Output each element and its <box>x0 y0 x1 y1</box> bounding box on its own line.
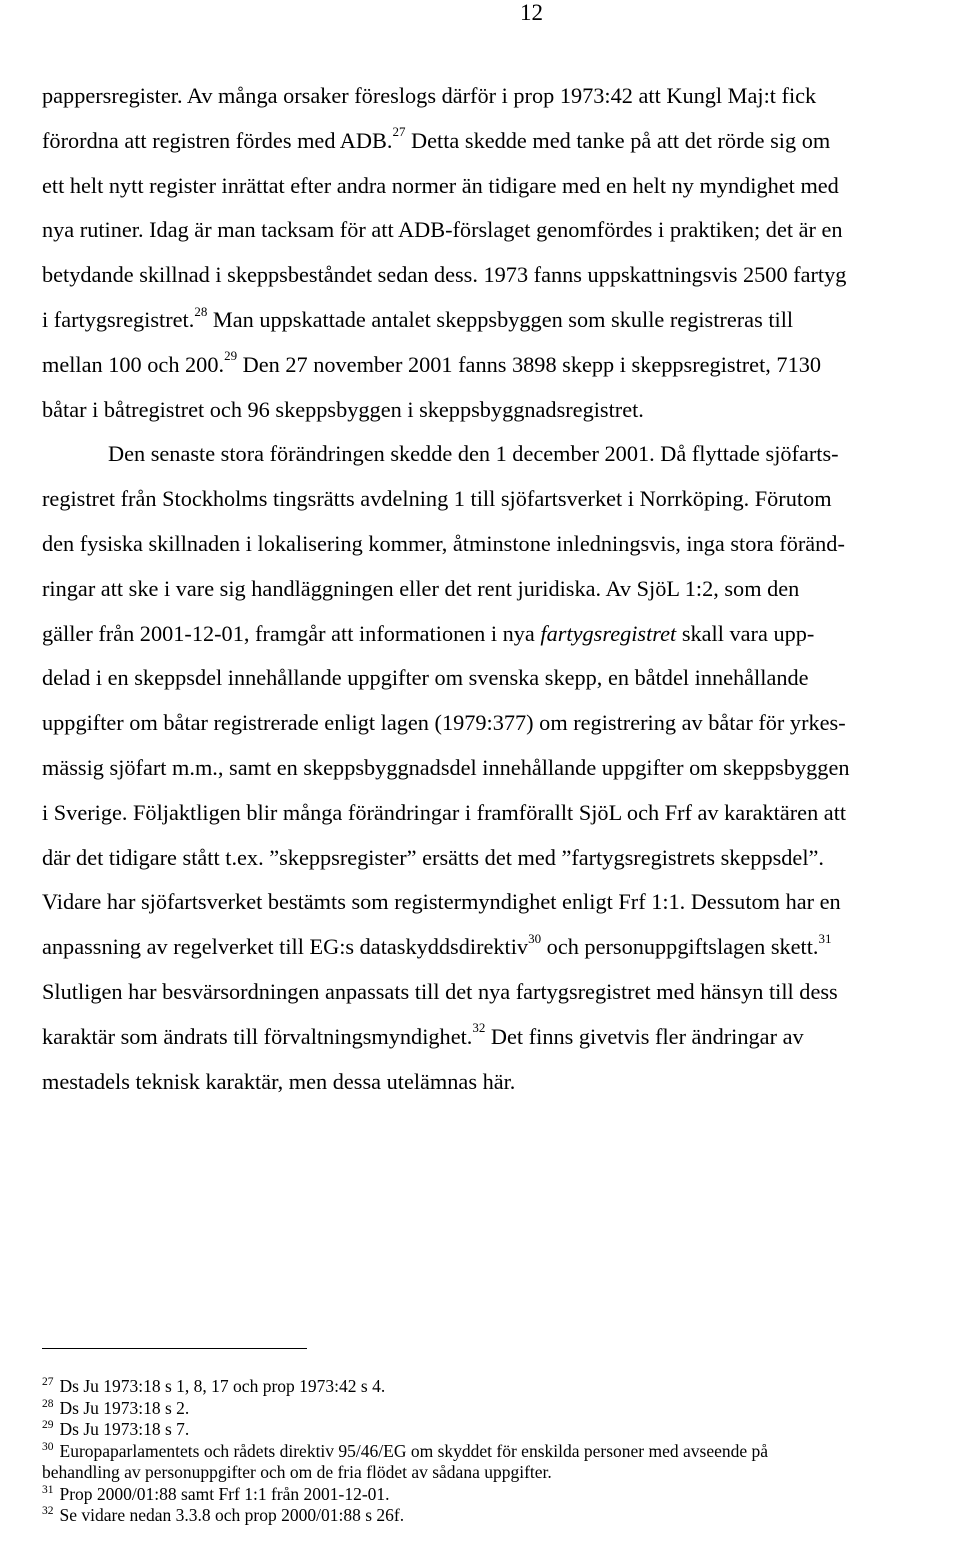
paragraph-1-line-2 <box>42 119 957 164</box>
paragraph-1-line-7 <box>42 343 957 388</box>
footnote-separator <box>42 1348 307 1349</box>
footnote-number: 27 <box>42 1376 54 1389</box>
text-span: skall vara upp- <box>676 620 815 646</box>
page-number: 12 <box>520 0 543 25</box>
body-text <box>42 74 957 1104</box>
footnote-ref-29: 29 <box>224 348 238 364</box>
footnote-ref-28: 28 <box>194 303 208 319</box>
footnote-29 <box>42 1419 942 1441</box>
footnote-ref-30: 30 <box>528 930 542 946</box>
footnote-number: 28 <box>42 1397 54 1410</box>
text-span: Detta skedde med tanke på att det rörde sig om <box>405 127 831 153</box>
text-span: gäller från 2001-12-01, framgår att informationen i nya <box>42 620 541 646</box>
paragraph-2-line-11: Vidare har sjöfartsverket bestämts som registermyndighet enligt Frf 1:1. Dessutom har en <box>42 889 841 915</box>
paragraph-2-line-15: mestadels teknisk karaktär, men dessa utelämnas här. <box>42 1068 516 1094</box>
text-span: Man uppskattade antalet skeppsbyggen som skulle registreras till <box>207 306 794 332</box>
footnote-30 <box>42 1441 942 1463</box>
italic-term: fartygsregistret <box>540 620 677 646</box>
text-span: förordna att registren fördes med ADB. <box>42 127 393 153</box>
footnote-text: Se vidare nedan 3.3.8 och prop 2000/01:88 s 26f. <box>59 1505 405 1525</box>
footnote-ref-32: 32 <box>472 1020 486 1036</box>
footnote-number: 30 <box>42 1440 54 1453</box>
footnote-28 <box>42 1398 942 1420</box>
text-span: och personuppgiftslagen skett. <box>541 934 819 960</box>
paragraph-2-line-13: Slutligen har besvärsordningen anpassats till det nya fartygsregistret med hänsyn till dess <box>42 978 838 1004</box>
footnote-number: 31 <box>42 1483 54 1496</box>
paragraph-2-line-5 <box>42 612 957 657</box>
footnote-30-continuation: behandling av personuppgifter och om de fria flödet av sådana uppgifter. <box>42 1462 552 1482</box>
footnote-27 <box>42 1376 942 1398</box>
footnote-ref-31: 31 <box>818 930 832 946</box>
paragraph-2-line-14 <box>42 1015 957 1060</box>
footnote-text: Prop 2000/01:88 samt Frf 1:1 från 2001-12-01. <box>59 1483 390 1504</box>
text-span: mellan 100 och 200. <box>42 351 225 377</box>
paragraph-2-line-7: uppgifter om båtar registrerade enligt lagen (1979:377) om registrering av båtar för yrkes- <box>42 710 846 736</box>
paragraph-2-line-9: i Sverige. Följaktligen blir många förändringar i framförallt SjöL och Frf av karaktären att <box>42 799 847 825</box>
paragraph-1-line-3: ett helt nytt register inrättat efter andra normer än tidigare med en helt ny myndighet med <box>42 172 839 198</box>
paragraph-1-line-1: pappersregister. Av många orsaker föreslogs därför i prop 1973:42 att Kungl Maj:t fick <box>42 83 817 108</box>
footnote-32 <box>42 1505 942 1527</box>
footnote-text: Ds Ju 1973:18 s 7. <box>59 1419 190 1439</box>
footnote-ref-27: 27 <box>392 124 406 140</box>
footnote-text: Ds Ju 1973:18 s 2. <box>59 1397 190 1418</box>
text-span: Den 27 november 2001 fanns 3898 skepp i skeppsregistret, 7130 <box>237 351 822 377</box>
text-span: karaktär som ändrats till förvaltningsmyndighet. <box>42 1023 473 1049</box>
footnote-number: 32 <box>42 1505 54 1518</box>
paragraph-2-line-3: den fysiska skillnaden i lokalisering kommer, åtminstone inledningsvis, inga stora föränd- <box>42 530 845 556</box>
paragraph-2-line-10: där det tidigare stått t.ex. ”skeppsregister” ersätts det med ”fartygsregistrets skeppsdel”. <box>42 844 824 870</box>
footnote-text: Ds Ju 1973:18 s 1, 8, 17 och prop 1973:42 s 4. <box>59 1376 386 1396</box>
text-span: Det finns givetvis fler ändringar av <box>485 1023 804 1049</box>
paragraph-2-line-12 <box>42 925 957 970</box>
footnote-31 <box>42 1484 942 1506</box>
text-span: i fartygsregistret. <box>42 306 195 332</box>
text-span: anpassning av regelverket till EG:s dataskyddsdirektiv <box>42 934 529 960</box>
paragraph-2-line-4: ringar att ske i vare sig handläggningen eller det rent juridiska. Av SjöL 1:2, som den <box>42 575 800 601</box>
paragraph-1-line-4: nya rutiner. Idag är man tacksam för att ADB-förslaget genomfördes i praktiken; det är en <box>42 217 843 243</box>
paragraph-1-line-6 <box>42 298 957 343</box>
paragraph-2-line-8: mässig sjöfart m.m., samt en skeppsbyggnadsdel innehållande uppgifter om skeppsbyggen <box>42 754 850 780</box>
paragraph-1-line-5: betydande skillnad i skeppsbeståndet sedan dess. 1973 fanns uppskattningsvis 2500 fartyg <box>42 262 847 288</box>
footnote-text: Europaparlamentets och rådets direktiv 95/46/EG om skyddet för enskilda personer med avseende på <box>59 1440 769 1461</box>
footnote-number: 29 <box>42 1419 54 1432</box>
paragraph-2-line-2: registret från Stockholms tingsrätts avdelning 1 till sjöfartsverket i Norrköping. Förutom <box>42 486 832 512</box>
paragraph-2-line-6: delad i en skeppsdel innehållande uppgifter om svenska skepp, en båtdel innehållande <box>42 665 809 691</box>
paragraph-2-line-1: Den senaste stora förändringen skedde den 1 december 2001. Då flyttade sjöfarts- <box>108 441 839 467</box>
footnotes <box>42 1376 942 1527</box>
paragraph-1-line-8: båtar i båtregistret och 96 skeppsbyggen i skeppsbyggnadsregistret. <box>42 396 644 422</box>
